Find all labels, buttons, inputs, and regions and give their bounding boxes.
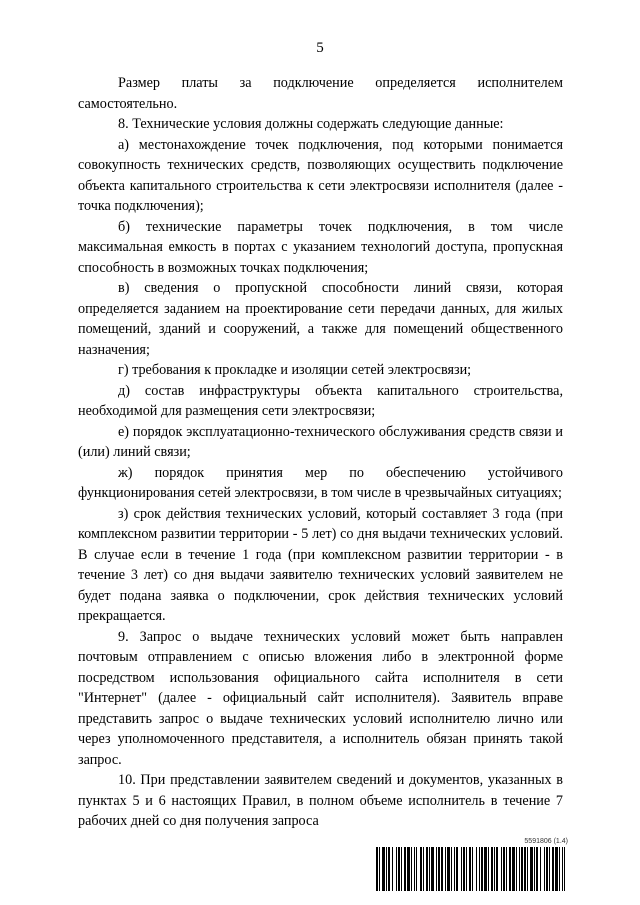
paragraph-item-8v: в) сведения о пропускной способности линий связи, которая определяется заданием на проектирование сети передачи данных, для жилых помещений, зданий и сооружений, а также для помещений общественного назначения; bbox=[78, 280, 563, 358]
paragraph-item-8d: д) состав инфраструктуры объекта капитального строительства, необходимой для размещения сети электросвязи; bbox=[78, 382, 563, 419]
paragraph-item-9: 9. Запрос о выдаче технических условий может быть направлен почтовым отправлением с описью вложения либо в электронной форме посредством использования официального сайта исполнителя в сети "Интернет" (далее - официальный сайт исполнителя). Заявитель вправе представить запрос о выдаче технических условий исполнителю лично или через уполномоченного представителя, а исполнитель обязан принять такой запрос. bbox=[78, 628, 563, 768]
paragraph-item-8z: з) срок действия технических условий, который составляет 3 года (при комплексном развитии территории - 5 лет) со дня выдачи технических условий. В случае если в течение 1 года (при комплексном развитии территории - в течение 3 лет) со дня выдачи заявителю технических условий заявителем не будет подана заявка о подключении, срок действия технических условий прекращается. bbox=[78, 505, 563, 624]
paragraph-item-10: 10. При представлении заявителем сведений и документов, указанных в пунктах 5 и 6 настоящих Правил, в полном объеме исполнитель в течение 7 рабочих дней со дня получения запроса bbox=[78, 772, 563, 829]
barcode-icon bbox=[376, 847, 568, 891]
paragraph-item-8zh: ж) порядок принятия мер по обеспечению устойчивого функционирования сетей электросвязи, в том числе в чрезвычайных ситуациях; bbox=[78, 464, 563, 501]
paragraph-item-8b: б) технические параметры точек подключения, в том числе максимальная емкость в портах с указанием технологий доступа, пропускная способность в возможных точках подключения; bbox=[78, 218, 563, 276]
paragraph-item-8g: г) требования к прокладке и изоляции сетей электросвязи; bbox=[118, 362, 472, 378]
paragraph-fee: Размер платы за подключение определяется исполнителем самостоятельно. bbox=[78, 75, 563, 112]
barcode-caption: 5591806 (1.4) bbox=[524, 838, 568, 845]
body-text bbox=[78, 73, 563, 832]
page-number: 5 bbox=[316, 40, 324, 56]
paragraph-item-8e: е) порядок эксплуатационно-технического обслуживания средств связи и (или) линий связи; bbox=[78, 423, 563, 460]
paragraph-item-8: 8. Технические условия должны содержать следующие данные: bbox=[118, 116, 504, 132]
barcode-block bbox=[376, 838, 568, 891]
paragraph-item-8a: а) местонахождение точек подключения, под которыми понимается совокупность технических средств, позволяющих осуществить подключение объекта капитального строительства к сети электросвязи исполнителя (далее - точка подключения); bbox=[78, 136, 563, 214]
